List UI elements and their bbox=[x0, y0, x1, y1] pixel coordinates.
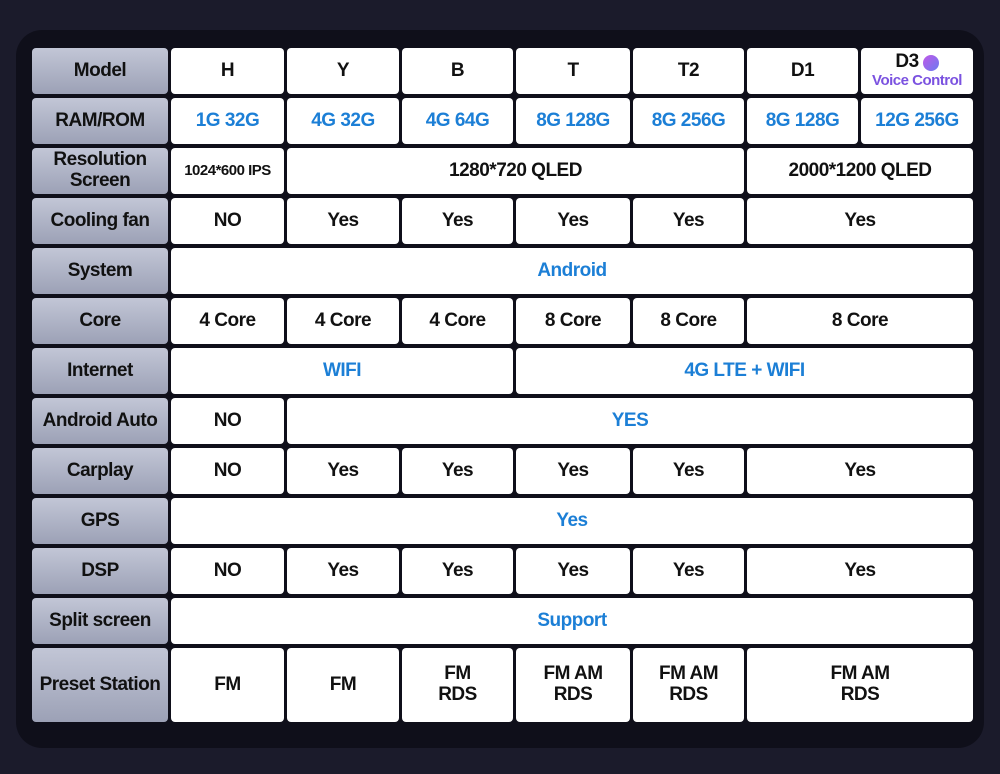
preset-t2-line2: RDS bbox=[669, 684, 708, 705]
core-y: 4 Core bbox=[287, 298, 399, 344]
preset-t bbox=[516, 648, 630, 722]
cooling-h: NO bbox=[171, 198, 284, 244]
preset-h bbox=[171, 648, 284, 722]
row-header-android-auto: Android Auto bbox=[32, 398, 168, 444]
ram-rom-d1: 8G 128G bbox=[747, 98, 858, 144]
model-t2: T2 bbox=[633, 48, 744, 94]
split-screen-all: Support bbox=[171, 598, 973, 644]
model-h: H bbox=[171, 48, 284, 94]
internet-h-b: WIFI bbox=[171, 348, 513, 394]
voice-control-label: Voice Control bbox=[872, 72, 962, 90]
cooling-d1-d3: Yes bbox=[747, 198, 973, 244]
preset-t-line1: FM AM bbox=[543, 663, 603, 685]
preset-d1-d3-line1: FM AM bbox=[830, 663, 890, 685]
carplay-b: Yes bbox=[402, 448, 513, 494]
preset-d1-d3-line2: RDS bbox=[840, 684, 880, 705]
row-header-preset-station: Preset Station bbox=[32, 648, 168, 722]
model-d3-name: D3 bbox=[895, 51, 919, 73]
preset-b bbox=[402, 648, 513, 722]
row-header-cooling-fan: Cooling fan bbox=[32, 198, 168, 244]
preset-b-line1: FM bbox=[444, 663, 471, 685]
row-header-model: Model bbox=[32, 48, 168, 94]
model-t: T bbox=[516, 48, 630, 94]
carplay-t2: Yes bbox=[633, 448, 744, 494]
android-auto-h: NO bbox=[171, 398, 284, 444]
row-header-system: System bbox=[32, 248, 168, 294]
carplay-t: Yes bbox=[516, 448, 630, 494]
preset-t2 bbox=[633, 648, 744, 722]
row-header-internet: Internet bbox=[32, 348, 168, 394]
cooling-y: Yes bbox=[287, 198, 399, 244]
ram-rom-b: 4G 64G bbox=[402, 98, 513, 144]
android-auto-others: YES bbox=[287, 398, 973, 444]
comparison-table bbox=[32, 48, 973, 722]
resolution-d1-d3: 2000*1200 QLED bbox=[747, 148, 973, 194]
row-header-core: Core bbox=[32, 298, 168, 344]
ram-rom-d3: 12G 256G bbox=[861, 98, 973, 144]
row-header-resolution: Resolution Screen bbox=[32, 148, 168, 194]
preset-d1-d3 bbox=[747, 648, 973, 722]
carplay-y: Yes bbox=[287, 448, 399, 494]
internet-t-d3: 4G LTE + WIFI bbox=[516, 348, 973, 394]
model-d1: D1 bbox=[747, 48, 858, 94]
dsp-b: Yes bbox=[402, 548, 513, 594]
preset-b-line2: RDS bbox=[438, 684, 477, 705]
dsp-t2: Yes bbox=[633, 548, 744, 594]
ram-rom-y: 4G 32G bbox=[287, 98, 399, 144]
core-d1-d3: 8 Core bbox=[747, 298, 973, 344]
dsp-h: NO bbox=[171, 548, 284, 594]
row-header-split-screen: Split screen bbox=[32, 598, 168, 644]
voice-icon bbox=[923, 55, 939, 71]
dsp-d1-d3: Yes bbox=[747, 548, 973, 594]
core-t2: 8 Core bbox=[633, 298, 744, 344]
row-header-ram-rom: RAM/ROM bbox=[32, 98, 168, 144]
preset-t2-line1: FM AM bbox=[658, 663, 719, 685]
row-header-carplay: Carplay bbox=[32, 448, 168, 494]
cooling-t2: Yes bbox=[633, 198, 744, 244]
carplay-h: NO bbox=[171, 448, 284, 494]
cooling-t: Yes bbox=[516, 198, 630, 244]
preset-y-line1: FM bbox=[329, 673, 357, 695]
carplay-d1-d3: Yes bbox=[747, 448, 973, 494]
resolution-y-t2: 1280*720 QLED bbox=[287, 148, 744, 194]
preset-h-line1: FM bbox=[214, 673, 241, 695]
preset-t-line2: RDS bbox=[553, 684, 593, 705]
gps-all: Yes bbox=[171, 498, 973, 544]
resolution-h: 1024*600 IPS bbox=[171, 148, 284, 194]
ram-rom-t: 8G 128G bbox=[516, 98, 630, 144]
core-b: 4 Core bbox=[402, 298, 513, 344]
core-t: 8 Core bbox=[516, 298, 630, 344]
cooling-b: Yes bbox=[402, 198, 513, 244]
dsp-y: Yes bbox=[287, 548, 399, 594]
model-b: B bbox=[402, 48, 513, 94]
core-h: 4 Core bbox=[171, 298, 284, 344]
row-header-dsp: DSP bbox=[32, 548, 168, 594]
system-all: Android bbox=[171, 248, 973, 294]
row-header-gps: GPS bbox=[32, 498, 168, 544]
model-y: Y bbox=[287, 48, 399, 94]
model-d3 bbox=[861, 48, 973, 94]
preset-y bbox=[287, 648, 399, 722]
ram-rom-t2: 8G 256G bbox=[633, 98, 744, 144]
dsp-t: Yes bbox=[516, 548, 630, 594]
ram-rom-h: 1G 32G bbox=[171, 98, 284, 144]
